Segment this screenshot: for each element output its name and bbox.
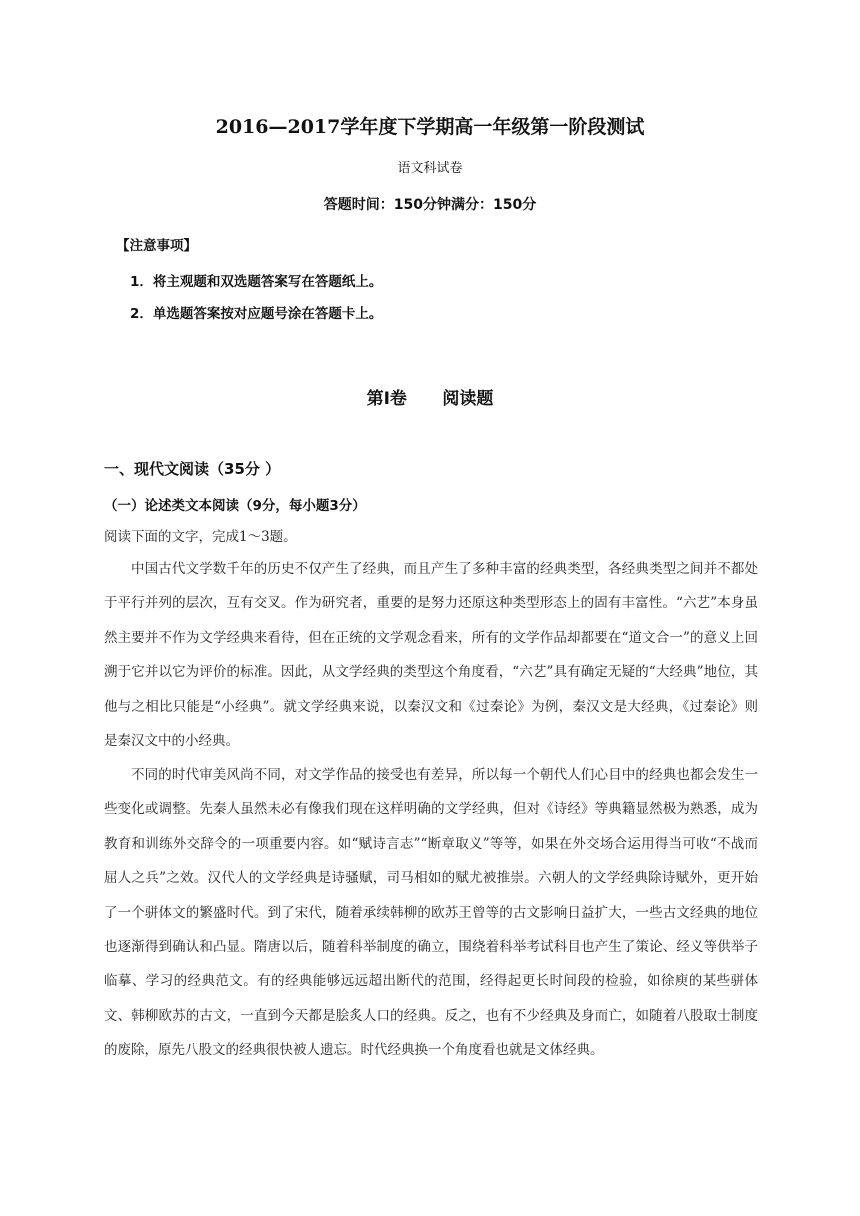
notes-heading: 【注意事项】 <box>116 238 197 254</box>
exam-timing: 答题时间：150分钟满分：150分 <box>323 197 537 213</box>
part-title <box>0 384 860 409</box>
exam-title: 2016—2017学年度下学期高一年级第一阶段测试 <box>215 116 645 138</box>
part-name: 阅读题 <box>442 389 494 409</box>
section-title: 一、现代文阅读（35分 ） <box>104 460 281 478</box>
exam-subject: 语文科试卷 <box>397 161 463 176</box>
note-item: 1．将主观题和双选题答案写在答题纸上。 <box>130 274 383 290</box>
reading-instruction: 阅读下面的文字，完成1～3题。 <box>104 529 297 545</box>
section-subtitle: （一）论述类文本阅读（9分，每小题3分） <box>104 498 366 514</box>
note-item: 2．单选题答案按对应题号涂在答题卡上。 <box>130 306 383 322</box>
part-number: 第Ⅰ卷 <box>366 389 407 409</box>
passage-paragraph: 中国古代文学数千年的历史不仅产生了经典，而且产生了多种丰富的经典类型，各经典类型之间并不都处于平行并列的层次，互有交叉。作为研究者，重要的是努力还原这种类型形态上的固有丰富性。“六艺”本身虽然主要并不作为文学经典来看待，但在正统的文学观念看来，所有的文学作品却都要在“道文合一”的意义上回溯于它并以它为评价的标准。因此，从文学经典的类型这个角度看，“六艺”具有确定无疑的“大经典”地位，其他与之相比只能是“小经典”。就文学经典来说，以秦汉文和《过秦论》为例，秦汉文是大经典，《过秦论》则是秦汉文中的小经典。 <box>104 561 758 750</box>
passage-paragraph: 不同的时代审美风尚不同，对文学作品的接受也有差异，所以每一个朝代人们心目中的经典也都会发生一些变化或调整。先秦人虽然未必有像我们现在这样明确的文学经典，但对《诗经》等典籍显然极为熟悉，成为教育和训练外交辞令的一项重要内容。如“赋诗言志”“断章取义”等等，如果在外交场合运用得当可收“不战而屈人之兵”之效。汉代人的文学经典是诗骚赋，司马相如的赋尤被推崇。六朝人的文学经典除诗赋外，更开始了一个骈体文的繁盛时代。到了宋代，随着承续韩柳的欧苏王曾等的古文影响日益扩大，一些古文经典的地位也逐渐得到确认和凸显。隋唐以后，随着科举制度的确立，围绕着科举考试科目也产生了策论、经义等供举子临摹、学习的经典范文。有的经典能够远远超出断代的范围，经得起更长时间段的检验，如徐庾的某些骈体文、韩柳欧苏的古文，一直到今天都是脍炙人口的经典。反之，也有不少经典及身而亡，如随着八股取士制度的废除，原先八股文的经典很快被人遗忘。时代经典换一个角度看也就是文体经典。 <box>104 767 758 1059</box>
